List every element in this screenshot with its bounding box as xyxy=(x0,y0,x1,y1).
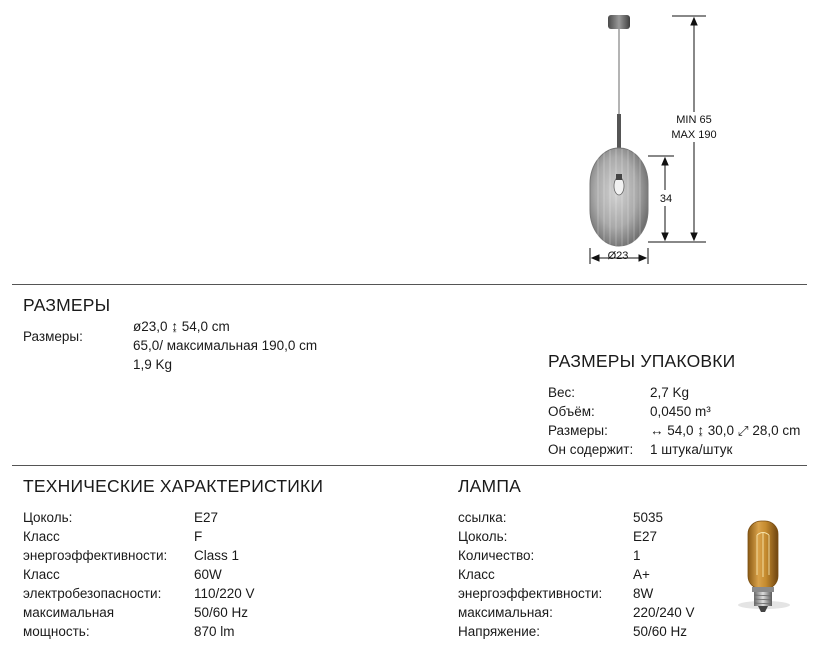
lamp-value: 50/60 Hz xyxy=(633,624,688,639)
diameter-label: Ø23 xyxy=(607,250,629,262)
shade-height-label: 34 xyxy=(659,193,673,205)
lamp-heading: ЛАМПА xyxy=(458,476,521,496)
divider-top xyxy=(12,284,807,285)
lamp-value: 220/240 V xyxy=(633,605,695,620)
lamp-rod xyxy=(617,114,621,148)
sizes-dimensions: ø23,0 ↨ 54,0 cm xyxy=(133,319,230,334)
packaging-label: Объём: xyxy=(548,404,595,419)
lamp-label: Количество: xyxy=(458,548,535,563)
tech-heading: ТЕХНИЧЕСКИЕ ХАРАКТЕРИСТИКИ xyxy=(23,476,324,496)
divider-middle xyxy=(12,465,807,466)
tech-value: E27 xyxy=(194,510,219,525)
glass-shade xyxy=(590,148,648,246)
tech-label: энергоэффективности: xyxy=(23,548,168,563)
tech-value: 50/60 Hz xyxy=(194,605,249,620)
lamp-label: Класс xyxy=(458,567,495,582)
sizes-weight: 1,9 Kg xyxy=(133,357,173,372)
lamp-value: 1 xyxy=(633,548,641,563)
tech-value: 110/220 V xyxy=(194,586,255,601)
sizes-height-range: 65,0/ максимальная 190,0 cm xyxy=(133,338,318,353)
packaging-heading: РАЗМЕРЫ УПАКОВКИ xyxy=(548,351,736,371)
lamp-value: 5035 xyxy=(633,510,664,525)
lamp-value: E27 xyxy=(633,529,658,544)
tech-label: Класс xyxy=(23,529,60,544)
packaging-value: 2,7 Kg xyxy=(650,385,690,400)
packaging-value: 0,0450 m³ xyxy=(650,404,711,419)
tech-value: F xyxy=(194,529,203,544)
packaging-value: ↔ 54,0 ↨ 30,0 ⤢ 28,0 cm xyxy=(650,423,801,438)
sizes-heading: РАЗМЕРЫ xyxy=(23,295,111,315)
tech-value: Class 1 xyxy=(194,548,240,563)
tech-label: максимальная xyxy=(23,605,115,620)
pendant-lamp-drawing xyxy=(570,8,730,270)
lamp-label: ссылка: xyxy=(458,510,507,525)
sizes-label: Размеры: xyxy=(23,329,83,344)
lamp-label: Цоколь: xyxy=(458,529,508,544)
packaging-label: Он содержит: xyxy=(548,442,634,457)
tech-label: мощность: xyxy=(23,624,90,639)
tech-value: 60W xyxy=(194,567,222,582)
max-height-label: MAX 190 xyxy=(671,129,717,141)
packaging-value: 1 штука/штук xyxy=(650,442,733,457)
tech-value: 870 lm xyxy=(194,624,235,639)
lamp-label: максимальная: xyxy=(458,605,553,620)
lamp-label: Напряжение: xyxy=(458,624,541,639)
edison-bulb-image xyxy=(728,515,798,627)
packaging-label: Размеры: xyxy=(548,423,608,438)
lamp-value: 8W xyxy=(633,586,654,601)
tech-label: Класс xyxy=(23,567,60,582)
lamp-value: A+ xyxy=(633,567,650,582)
tech-label: Цоколь: xyxy=(23,510,73,525)
packaging-label: Вес: xyxy=(548,385,576,400)
ceiling-canopy xyxy=(608,15,630,29)
min-height-label: MIN 65 xyxy=(676,114,712,126)
lamp-label: энергоэффективности: xyxy=(458,586,603,601)
tech-label: электробезопасности: xyxy=(23,586,162,601)
